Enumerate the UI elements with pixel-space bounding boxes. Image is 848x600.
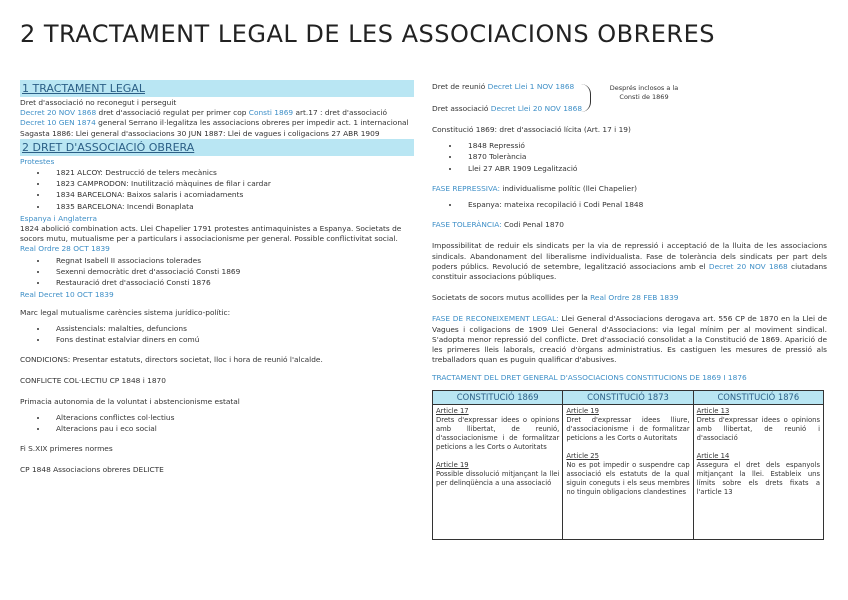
link-text: Decret Llei 20 NOV 1868 bbox=[490, 104, 583, 113]
list-item: • 1835 BARCELONA: Incendi Bonaplata bbox=[48, 202, 420, 212]
text-fragment: Dret de reunió bbox=[432, 82, 488, 91]
paragraph: 1824 abolició combination acts. Llei Chapelier 1791 protestes antimaquinistes a Espanya. Societats de socors mutu, mutualisme per a particulars i associacionisme per general. Possible conflictivitat social. bbox=[20, 224, 402, 244]
table-row bbox=[433, 404, 824, 539]
section-heading-2: 2 DRET D'ASSOCIACIÓ OBRERA bbox=[20, 139, 414, 156]
table-header-row bbox=[433, 390, 824, 404]
paragraph: CONDICIONS: Presentar estatuts, directors societat, lloc i hora de reunió l'alcalde. bbox=[20, 355, 323, 365]
article-label: Article 17 bbox=[436, 406, 469, 415]
consti-list bbox=[432, 141, 827, 174]
text-fragment: Dret associació bbox=[432, 104, 491, 113]
paragraph bbox=[432, 184, 827, 194]
paragraph: Primacia autonomia de la voluntat i abstencionisme estatal bbox=[20, 397, 240, 407]
list-item: • 1823 CAMPRODON: Inutilització màquines de filar i cardar bbox=[48, 179, 420, 189]
list-item: • Llei 27 ABR 1909 Legalització bbox=[460, 164, 827, 174]
link-text: Decret 20 NOV 1868 bbox=[20, 108, 97, 118]
text-line: Sagasta 1886: Llei general d'associacions 30 JUN 1887: Llei de vagues i coligacions 27 ABR 1909 bbox=[20, 128, 380, 138]
list-item: • Sexenni democràtic dret d'associació Consti 1869 bbox=[48, 267, 420, 277]
list-item: • 1834 BARCELONA: Baixos salaris i acomiadaments bbox=[48, 190, 420, 200]
article-label: Article 14 bbox=[696, 451, 730, 460]
phase-label: FASE TOLERÀNCIA: bbox=[432, 220, 502, 230]
brace-icon bbox=[580, 84, 591, 112]
text-line bbox=[20, 118, 420, 128]
list-item: • Espanya: mateixa recopilació i Codi Penal 1848 bbox=[460, 200, 827, 210]
paragraph: Fi S.XIX primeres normes bbox=[20, 444, 113, 454]
constitutions-table bbox=[432, 390, 824, 540]
text-line bbox=[20, 108, 420, 118]
subheading: Espanya i Anglaterra bbox=[20, 213, 98, 223]
right-column bbox=[432, 125, 827, 540]
list-item: • Regnat Isabell II associacions tolerades bbox=[48, 256, 420, 266]
paragraph bbox=[432, 293, 827, 303]
text-fragment: ciutadans constituir associacions públiques. bbox=[432, 261, 828, 282]
list-item: • Assistencials: malalties, defuncions bbox=[48, 324, 420, 334]
text-fragment: Societats de socors mutus acollides per la bbox=[432, 293, 591, 303]
article-text: Assegura el dret dels espanyols mitjançant la llei. Estableix uns límits sobre els drets fixats a l'article 13 bbox=[696, 460, 820, 496]
article-label: Article 25 bbox=[566, 451, 599, 460]
side-note: Després inclosos a la Consti de 1869 bbox=[609, 84, 679, 101]
list-item: • 1848 Repressió bbox=[460, 141, 827, 151]
fase1-list bbox=[432, 200, 827, 210]
list-item: • 1870 Tolerància bbox=[460, 152, 827, 162]
table-header: CONSTITUCIÓ 1869 bbox=[433, 390, 563, 404]
marc-list bbox=[20, 324, 420, 345]
link-text: Decret 20 NOV 1868 bbox=[708, 261, 788, 271]
subheading: Real Decret 10 OCT 1839 bbox=[20, 290, 114, 300]
article-text: Drets d'expressar idees o opinions amb llibertat, de reunió i d'associació bbox=[696, 415, 820, 442]
left-column bbox=[20, 80, 420, 475]
table-cell bbox=[433, 404, 563, 539]
primacia-list bbox=[20, 413, 420, 434]
list-item: • Alteracions pau i eco social bbox=[48, 424, 420, 434]
text-fragment: dret d'associació regulat per primer cop bbox=[96, 108, 249, 118]
link-text: Decret Llei 1 NOV 1868 bbox=[487, 82, 575, 91]
article-text: Possible dissolució mitjançant la llei per delinqüència a una associació bbox=[436, 469, 560, 487]
article-text: Dret d'expressar idees lliure, d'associacionisme i de formalitzar peticions a les Corts o Autoritats bbox=[566, 415, 690, 442]
reunio-line bbox=[432, 82, 574, 92]
text-fragment: general Serrano il·legalitza les associacions obreres per impedir act. 1 internacional bbox=[95, 118, 409, 128]
phase-label: FASE REPRESSIVA: bbox=[432, 183, 500, 193]
text-fragment: individualisme polític (llei Chapelier) bbox=[499, 183, 637, 193]
table-header: CONSTITUCIÓ 1876 bbox=[693, 390, 823, 404]
article-text: Drets d'expressar idees o opinions amb llibertat, de reunió, d'associacionisme i de formalitzar peticions a les Corts o Autoritats bbox=[436, 415, 560, 451]
text-fragment: Impossibilitat de reduir els sindicats per la via de repressió i acceptació de la lluita de les associacions sindicals. Abandonament del liberalisme individualista. Fase de tolerància dels sindicats per part dels poders públics. Revolució de setembre, legalització associacions amb el bbox=[432, 241, 827, 271]
text-fragment: Llei General d'Associacions derogava art. 556 CP de 1870 en la Llei de Vagues i coligacions de 1909 Llei General d'Associacions: via legal mínim per al moviment sindical. S'adopta menor repressió del conflicte. Dret d'associació consolidat a la Constitució de 1869. Aparició de les primeres lleis laborals, creació d'òrgans administratius. Es castiguen les mesures de pressió als treballadors quan es puguin qualificar d'abusives. bbox=[432, 314, 827, 365]
table-cell bbox=[563, 404, 693, 539]
article-label: Article 19 bbox=[436, 460, 469, 469]
text-fragment: Codi Penal 1870 bbox=[501, 220, 564, 230]
page-title: 2 TRACTAMENT LEGAL DE LES ASSOCIACIONS OBRERES bbox=[20, 20, 715, 48]
paragraph: Constitució 1869: dret d'associació lícita (Art. 17 i 19) bbox=[432, 125, 631, 134]
list-item: • Alteracions conflictes col·lectius bbox=[48, 413, 420, 423]
list-item: • 1821 ALCOY: Destrucció de telers mecànics bbox=[48, 168, 420, 178]
paragraph: CP 1848 Associacions obreres DELICTE bbox=[20, 465, 164, 475]
paragraph: CONFLICTE COL·LECTIU CP 1848 i 1870 bbox=[20, 376, 166, 386]
table-title: TRACTAMENT DEL DRET GENERAL D'ASSOCIACIONS CONSTITUCIONS DE 1869 I 1876 bbox=[432, 373, 747, 383]
associacio-line bbox=[432, 104, 582, 114]
article-label: Article 13 bbox=[696, 406, 730, 415]
paragraph: Marc legal mutualisme carències sistema jurídico-polític: bbox=[20, 308, 231, 318]
subheading: Real Ordre 28 OCT 1839 bbox=[20, 244, 110, 254]
paragraph bbox=[432, 220, 827, 230]
ro-list bbox=[20, 256, 420, 289]
protest-list bbox=[20, 168, 420, 212]
section-heading-1: 1 TRACTAMENT LEGAL bbox=[20, 80, 414, 97]
link-text: Consti 1869 bbox=[248, 108, 294, 118]
phase-label: FASE DE RECONEIXEMENT LEGAL: bbox=[432, 314, 559, 324]
article-label: Article 19 bbox=[566, 406, 599, 415]
table-cell bbox=[693, 404, 823, 539]
paragraph bbox=[432, 314, 827, 365]
article-text: No es pot impedir o suspendre cap associació els estatuts de la qual siguin coneguts i els seus membres no tinguin obligacions clandestines bbox=[566, 460, 690, 496]
link-text: Decret 10 GEN 1874 bbox=[20, 118, 96, 128]
list-item: • Restauració dret d'associació Consti 1876 bbox=[48, 278, 420, 288]
list-item: • Fons destinat estalviar diners en comú bbox=[48, 335, 420, 345]
text-line: Dret d'associació no reconegut i perseguit bbox=[20, 98, 177, 107]
link-text: Real Ordre 28 FEB 1839 bbox=[590, 293, 679, 303]
subheading: Protestes bbox=[20, 156, 55, 166]
paragraph bbox=[432, 241, 827, 282]
table-header: CONSTITUCIÓ 1873 bbox=[563, 390, 693, 404]
text-fragment: art.17 : dret d'associació bbox=[293, 108, 387, 118]
